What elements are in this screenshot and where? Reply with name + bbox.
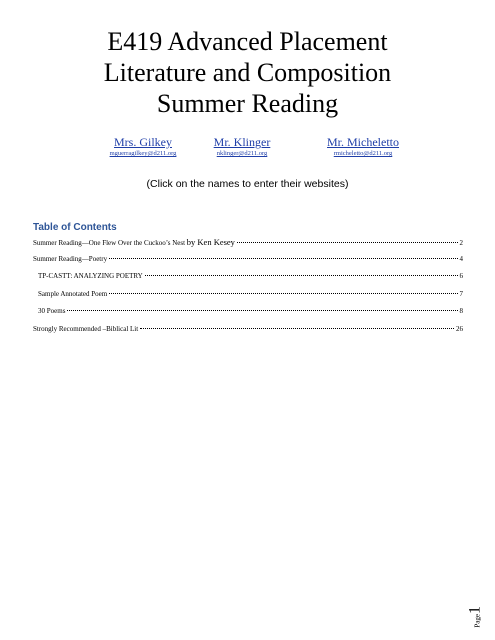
- toc-entry-biblical-lit[interactable]: [33, 325, 463, 343]
- toc-leader: [67, 310, 457, 311]
- toc-leader: [109, 293, 457, 294]
- teacher-gilkey-link[interactable]: Mrs. Gilkey: [114, 135, 172, 149]
- teacher-klinger-link[interactable]: Mr. Klinger: [213, 135, 271, 149]
- title-line-3: Summer Reading: [156, 89, 339, 118]
- toc-entry-page: 2: [459, 239, 463, 247]
- page-word: Page: [474, 614, 482, 628]
- teacher-micheletto-email[interactable]: rmicheletto@d211.org: [333, 150, 393, 157]
- teacher-gilkey-email[interactable]: mguerragilkey@d211.org: [109, 150, 177, 157]
- teacher-micheletto: [293, 135, 433, 158]
- websites-note: (Click on the names to enter their websites): [146, 178, 349, 190]
- toc-entry-30-poems[interactable]: [33, 307, 463, 325]
- toc-entry-page: 26: [456, 324, 463, 333]
- toc-entry-cuckoos-nest[interactable]: [33, 237, 463, 255]
- table-of-contents: [33, 237, 463, 342]
- toc-leader: [109, 258, 457, 259]
- title-line-1: E419 Advanced Placement: [107, 27, 388, 56]
- toc-leader: [145, 275, 458, 276]
- toc-entry-label: Strongly Recommended –Biblical Lit: [33, 324, 139, 333]
- page-number-value: 1: [467, 606, 484, 614]
- toc-leader: [237, 242, 458, 243]
- toc-entry-poetry[interactable]: [33, 255, 463, 273]
- teacher-klinger: [172, 135, 312, 158]
- toc-entry-page: 8: [459, 307, 463, 315]
- toc-entry-sample-poem[interactable]: [33, 290, 463, 308]
- toc-entry-label: TP-CASTT: ANALYZING POETRY: [38, 272, 143, 280]
- teacher-micheletto-link[interactable]: Mr. Micheletto: [327, 135, 399, 149]
- toc-entry-page: 4: [459, 254, 463, 263]
- title-line-2: Literature and Composition: [103, 58, 392, 87]
- toc-leader: [140, 328, 454, 329]
- document-title: [40, 26, 455, 119]
- page-number: [467, 606, 485, 628]
- toc-entry-page: 7: [459, 289, 463, 298]
- toc-entry-label: Summer Reading—Poetry: [33, 254, 108, 263]
- teacher-klinger-email[interactable]: nklinger@d211.org: [216, 150, 268, 157]
- toc-heading: Table of Contents: [33, 222, 117, 233]
- toc-entry-label-suffix: by Ken Kesey: [186, 237, 235, 247]
- toc-entry-label: 30 Poems: [38, 307, 66, 315]
- teacher-links: [0, 135, 495, 165]
- toc-entry-page: 6: [459, 272, 463, 280]
- toc-entry-label: Sample Annotated Poem: [38, 289, 108, 298]
- toc-entry-tpcastt[interactable]: [33, 272, 463, 290]
- toc-entry-label: Summer Reading—One Flew Over the Cuckoo’s Nest: [33, 239, 186, 247]
